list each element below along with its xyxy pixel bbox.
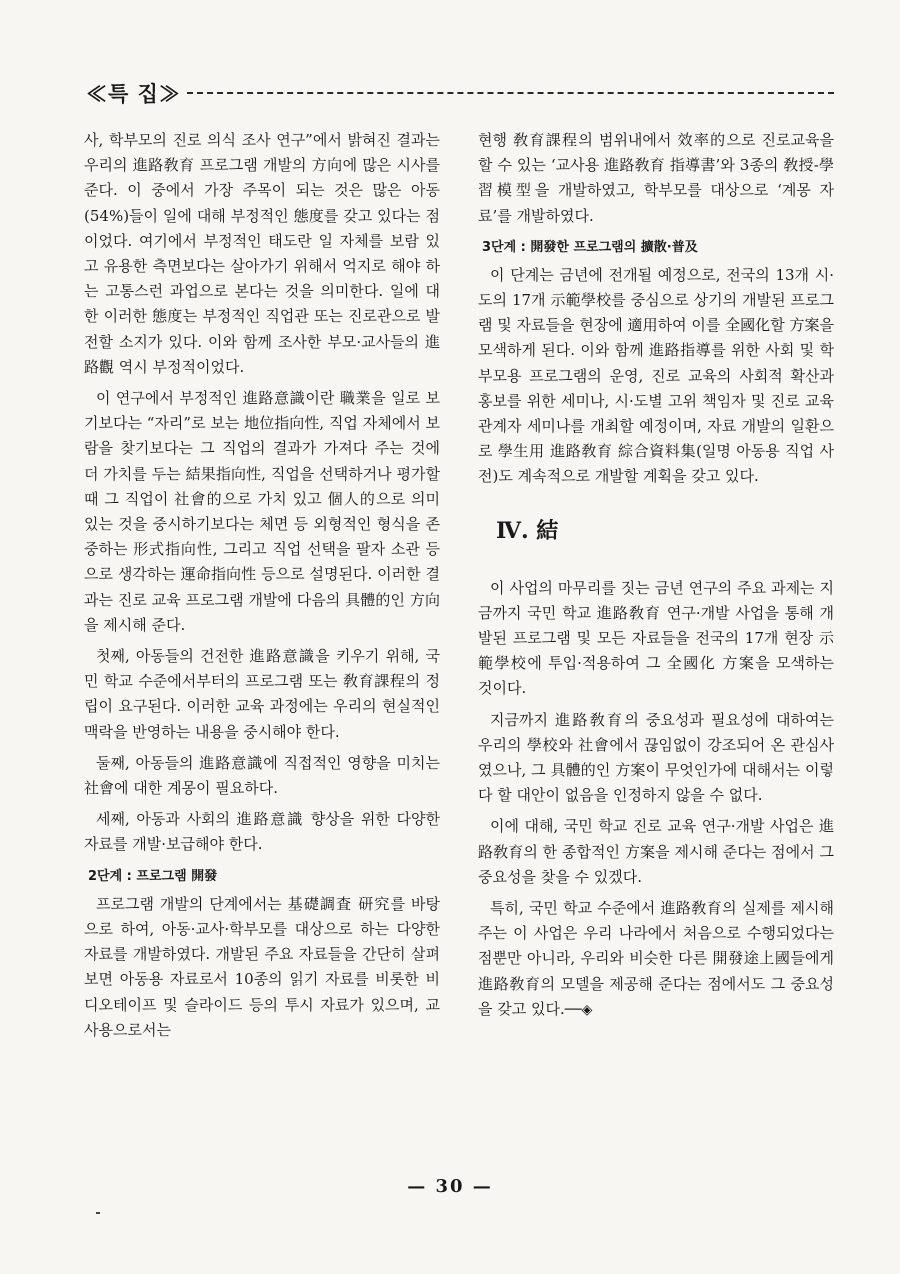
paragraph: 세째, 아동과 사회의 進路意識 향상을 위한 다양한 자료를 개발·보급해야 한다.	[84, 810, 440, 854]
paragraph	[478, 896, 834, 1023]
page-number: — 30 —	[407, 1176, 493, 1197]
section-title-conclusion: Ⅳ. 結	[496, 517, 559, 544]
stage3-heading: 3단계 : 開發한 프로그램의 擴散·普及	[482, 239, 698, 255]
right-column	[478, 128, 834, 1029]
paragraph: 현행 敎育課程의 범위내에서 效率的으로 진로교육을 할 수 있는 ‘교사용 進路敎育 指導書’와 3종의 敎授-學習模型을 개발하였고, 학부모를 대상으로 ‘계몽 자료’를 개발하였다.	[478, 131, 834, 225]
paragraph: 지금까지 進路敎育의 중요성과 필요성에 대하여는 우리의 學校와 社會에서 끊임없이 강조되어 온 관심사였으나, 그 具體的인 方案이 무엇인가에 대해서는 이렇다 할 대안이 없음을 인정하지 않을 수 없다.	[478, 710, 834, 805]
paragraph: 이 사업의 마무리를 짓는 금년 연구의 주요 과제는 지금까지 국민 학교 進路敎育 연구·개발 사업을 통해 개발된 프로그램 및 모든 자료들을 전국의 17개 현장 示範學校에 투입·적용하여 그 全國化 方案을 모색하는 것이다.	[478, 578, 834, 698]
paragraph: 둘째, 아동들의 進路意識에 직접적인 영향을 미치는 社會에 대한 계몽이 필요하다.	[84, 753, 440, 798]
print-speck	[96, 1212, 100, 1214]
header-dashed-rule	[187, 92, 834, 94]
section-header	[86, 78, 834, 108]
end-mark-icon: ──◈	[564, 1001, 593, 1018]
stage2-heading: 2단계 : 프로그램 開發	[88, 868, 218, 884]
paragraph: 프로그램 개발의 단계에서는 基礎調査 研究를 바탕으로 하여, 아동·교사·학부모를 대상으로 하는 다양한 자료를 개발하였다. 개발된 주요 자료들을 간단히 살펴보면 아동용 자료로서 10종의 읽기 자료를 비롯한 비디오테이프 및 슬라이드 등의 투시 자료가 있으며, 교사용으로서는	[84, 894, 440, 1039]
left-column	[84, 128, 440, 1049]
paragraph: 이에 대해, 국민 학교 진로 교육 연구·개발 사업은 進路敎育의 한 종합적인 方案을 제시해 준다는 점에서 그 중요성을 찾을 수 있겠다.	[478, 817, 834, 886]
paragraph: 이 연구에서 부정적인 進路意識이란 職業을 일로 보기보다는 “자리”로 보는 地位指向性, 직업 자체에서 보람을 찾기보다는 그 직업의 결과가 가져다 주는 것에 더 가치를 두는 結果指向性, 직업을 선택하거나 평가할 때 그 직업이 社會的으로 가치 있고 個人的으로 의미 있는 것을 중시하기보다는 체면 등 외형적인 형식을 존중하는 形式指向性, 그리고 직업 선택을 팔자 소관 등으로 생각하는 運命指向性 등으로 설명된다. 이러한 결과는 진로 교육 프로그램 개발에 다음의 具體的인 方向을 제시해 준다.	[84, 389, 440, 634]
special-feature-tag: ≪특 집≫	[86, 81, 181, 106]
paragraph: 사, 학부모의 진로 의식 조사 연구”에서 밝혀진 결과는 우리의 進路敎育 프로그램 개발의 方向에 많은 시사를 준다. 이 중에서 가장 주목이 되는 것은 많은 아동(54%)들이 일에 대해 부정적인 態度를 갖고 있다는 점이었다. 여기에서 부정적인 태도란 일 자체를 보람 있고 유용한 측면보다는 살아가기 위해서 억지로 해야 하는 고통스런 과업으로 본다는 것을 의미한다. 일에 대한 이러한 態度는 부정적인 직업관 또는 진로관으로 발전할 소지가 있다. 이와 함께 조사한 부모·교사들의 進路觀 역시 부정적이었다.	[84, 131, 440, 376]
paragraph: 이 단계는 금년에 전개될 예정으로, 전국의 13개 시·도의 17개 示範學校를 중심으로 상기의 개발된 프로그램 및 자료들을 현장에 適用하여 이를 全國化할 方案을 모색하게 된다. 이와 함께 進路指導를 위한 사회 및 학부모용 프로그램의 운영, 진로 교육의 사회적 확산과 홍보를 위한 세미나, 시·도별 고위 책임자 및 진로 교육 관계자 세미나를 개최할 예정이며, 자료 개발의 일환으로 學生用 進路敎育 綜合資料集(일명 아동용 직업 사전)도 계속적으로 개발할 계획을 갖고 있다.	[478, 265, 834, 486]
paragraph-text: 특히, 국민 학교 수준에서 進路敎育의 실제를 제시해 주는 이 사업은 우리 나라에서 처음으로 수행되었다는 점뿐만 아니라, 우리와 비슷한 다른 開發途上國들에게 進路敎育의 모델을 제공해 준다는 점에서도 그 중요성을 갖고 있다.	[478, 899, 834, 1018]
paragraph: 첫째, 아동들의 건전한 進路意識을 키우기 위해, 국민 학교 수준에서부터의 프로그램 또는 敎育課程의 정립이 요구된다. 이러한 교육 과정에는 우리의 현실적인 맥락을 반영하는 내용을 중시해야 한다.	[84, 647, 440, 741]
